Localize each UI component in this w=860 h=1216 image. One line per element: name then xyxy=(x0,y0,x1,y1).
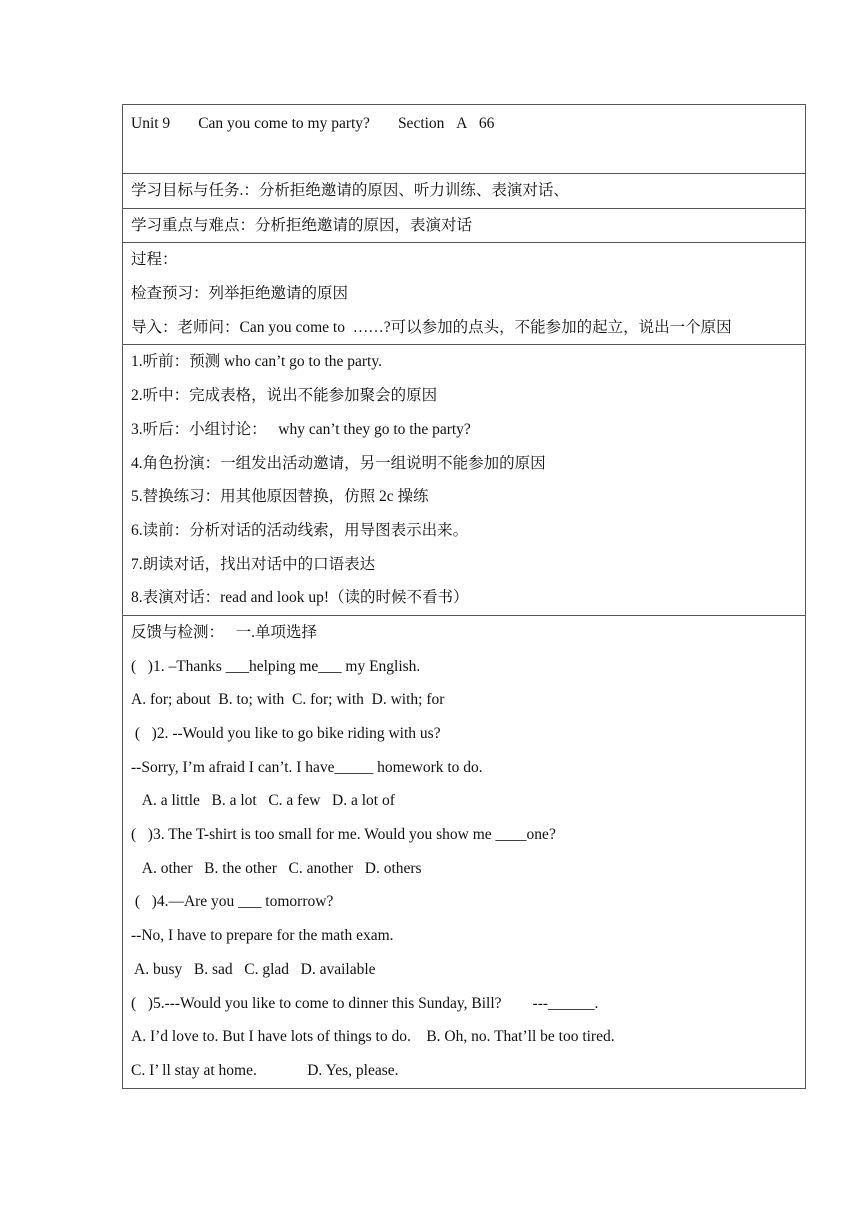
learning-goals: 学习目标与任务.：分析拒绝邀请的原因、听力训练、表演对话、 xyxy=(131,182,569,199)
quiz-line: ( )3. The T-shirt is too small for me. Would you show me ____one? xyxy=(131,826,556,844)
process-cell xyxy=(123,243,806,345)
step-item: 5.替换练习：用其他原因替换，仿照 2c 操练 xyxy=(131,488,429,506)
process-row xyxy=(123,243,806,345)
step-item: 1.听前：预测 who can’t go to the party. xyxy=(131,353,382,371)
quiz-line: ( )1. –Thanks ___helping me___ my English. xyxy=(131,657,421,675)
step-item: 2.听中：完成表格，说出不能参加聚会的原因 xyxy=(131,387,438,405)
lesson-plan-table xyxy=(122,104,806,1089)
step-item: 8.表演对话：read and look up!（读的时候不看书） xyxy=(131,589,469,607)
step-item: 4.角色扮演：一组发出活动邀请，另一组说明不能参加的原因 xyxy=(131,454,546,472)
quiz-line: ( )5.---Would you like to come to dinner this Sunday, Bill? ---______. xyxy=(131,994,599,1012)
lesson-question: Can you come to my party? xyxy=(198,115,370,132)
quiz-line: C. I’ ll stay at home. D. Yes, please. xyxy=(131,1061,399,1079)
title-cell xyxy=(123,105,806,174)
title-row xyxy=(123,105,806,174)
feedback-heading: 反馈与检测： 一.单项选择 xyxy=(131,623,318,641)
section-label: Section xyxy=(397,115,445,132)
quiz-line: A. busy B. sad C. glad D. available xyxy=(131,960,376,978)
quiz-line: A. other B. the other C. another D. others xyxy=(131,859,422,877)
quiz-line: A. a little B. a lot C. a few D. a lot of xyxy=(131,792,395,810)
goals-row xyxy=(123,174,806,209)
focus-row xyxy=(123,208,806,243)
quiz-line: A. I’d love to. But I have lots of things to do. B. Oh, no. That’ll be too tired. xyxy=(131,1028,615,1046)
key-points: 学习重点与难点：分析拒绝邀请的原因，表演对话 xyxy=(131,216,473,234)
feedback-cell xyxy=(123,615,806,1088)
section-letter: A xyxy=(456,115,468,132)
quiz-line: ( )4.—Are you ___ tomorrow? xyxy=(131,893,334,911)
page-number: 66 xyxy=(478,115,495,132)
feedback-row xyxy=(123,615,806,1088)
steps-row xyxy=(123,345,806,616)
steps-cell xyxy=(123,345,806,616)
process-heading: 过程： xyxy=(131,251,178,269)
goals-cell xyxy=(123,174,806,209)
focus-cell xyxy=(123,208,806,243)
quiz-line: --Sorry, I’m afraid I can’t. I have_____ homework to do. xyxy=(131,758,483,776)
quiz-line: --No, I have to prepare for the math exam. xyxy=(131,927,394,945)
lesson-intro: 导入：老师问：Can you come to ……?可以参加的点头，不能参加的起立，说出一个原因 xyxy=(131,318,732,336)
preview-check: 检查预习：列举拒绝邀请的原因 xyxy=(131,285,349,303)
lesson-title xyxy=(131,105,797,143)
step-item: 3.听后：小组讨论： why can’t they go to the party? xyxy=(131,420,471,438)
quiz-line: A. for; about B. to; with C. for; with D. with; for xyxy=(131,691,445,709)
step-item: 6.读前：分析对话的活动线索，用导图表示出来。 xyxy=(131,521,469,539)
unit-label: Unit 9 xyxy=(131,115,171,132)
step-item: 7.朗读对话，找出对话中的口语表达 xyxy=(131,555,376,573)
quiz-line: ( )2. --Would you like to go bike riding with us? xyxy=(131,725,441,742)
